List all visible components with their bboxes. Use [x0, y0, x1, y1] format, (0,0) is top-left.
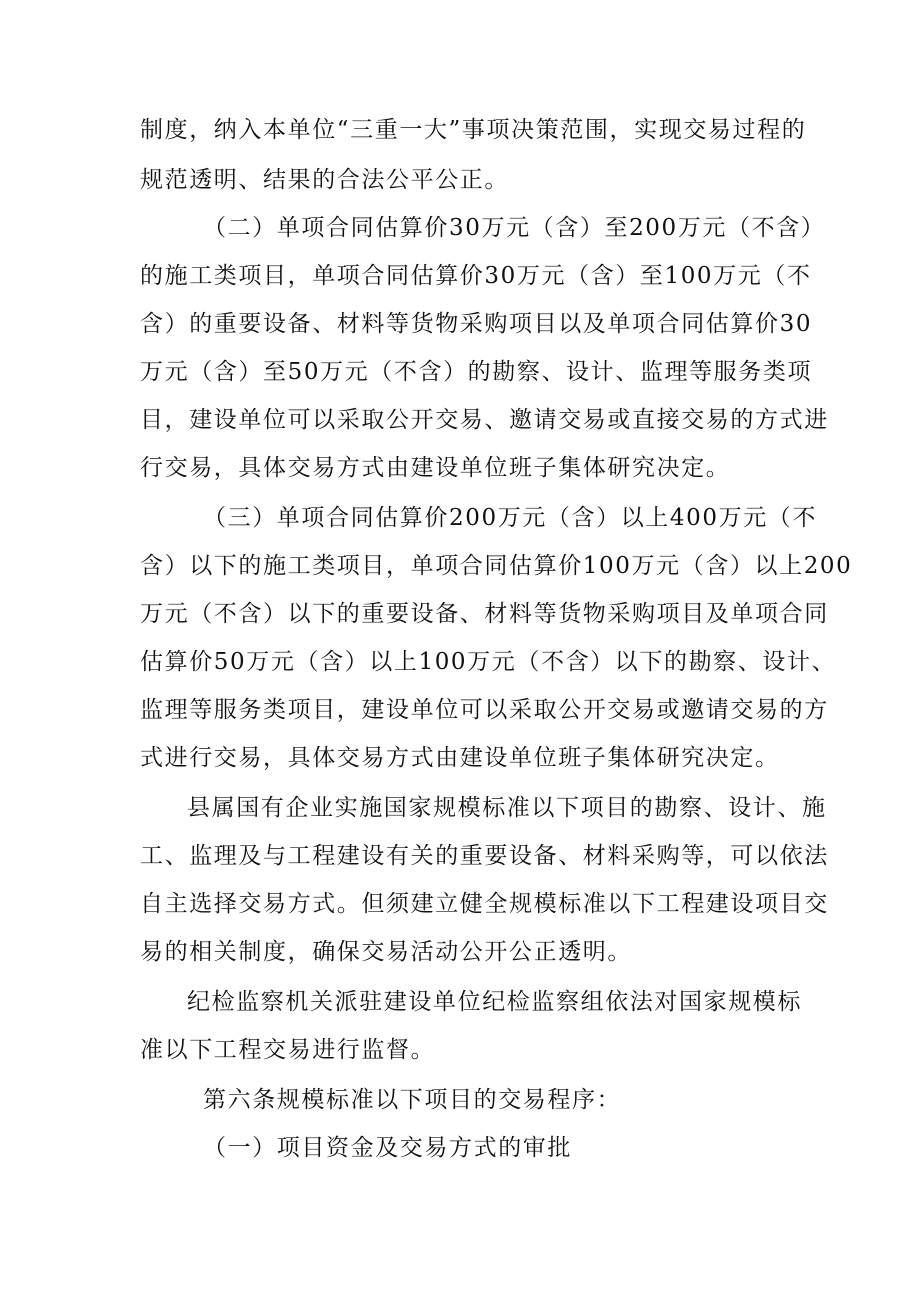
text-line: 万元（含）至50万元（不含）的勘察、设计、监理等服务类项: [140, 359, 813, 385]
text-line: 估算价50万元（含）以上100万元（不含）以下的勘察、设计、: [140, 649, 837, 675]
text-line: 含）以下的施工类项目，单项合同估算价100万元（含）以上200: [140, 553, 853, 579]
text-line: 万元（不含）以下的重要设备、材料等货物采购项目及单项合同: [140, 601, 829, 627]
text-line: 自主选择交易方式。但须建立健全规模标准以下工程建设项目交: [140, 891, 829, 917]
text-line: 式进行交易，具体交易方式由建设单位班子集体研究决定。: [140, 745, 780, 771]
text-line: 准以下工程交易进行监督。: [140, 1037, 436, 1063]
text-line: 行交易，具体交易方式由建设单位班子集体研究决定。: [140, 455, 731, 481]
text-line: （三）单项合同估算价200万元（含）以上400万元（不: [203, 505, 817, 531]
text-line: （二）单项合同估算价30万元（含）至200万元（不含）: [203, 215, 826, 241]
text-line: 含）的重要设备、材料等货物采购项目以及单项合同估算价30: [140, 311, 813, 337]
text-line: 易的相关制度，确保交易活动公开公正透明。: [140, 939, 632, 965]
text-line: 制度，纳入本单位“三重一大”事项决策范围，实现交易过程的: [140, 117, 807, 143]
article-heading: 第六条规模标准以下项目的交易程序：: [203, 1087, 622, 1113]
text-line: 工、监理及与工程建设有关的重要设备、材料采购等，可以依法: [140, 843, 829, 869]
text-line: 监理等服务类项目，建设单位可以采取公开交易或邀请交易的方: [140, 697, 829, 723]
text-line: 目，建设单位可以采取公开交易、邀请交易或直接交易的方式进: [140, 407, 829, 433]
section-heading: （一）项目资金及交易方式的审批: [203, 1135, 572, 1161]
text-line: 县属国有企业实施国家规模标准以下项目的勘察、设计、施: [187, 795, 827, 821]
text-line: 的施工类项目，单项合同估算价30万元（含）至100万元（不: [140, 263, 812, 289]
text-line: 纪检监察机关派驻建设单位纪检监察组依法对国家规模标: [187, 989, 802, 1015]
text-line: 规范透明、结果的合法公平公正。: [140, 167, 509, 193]
